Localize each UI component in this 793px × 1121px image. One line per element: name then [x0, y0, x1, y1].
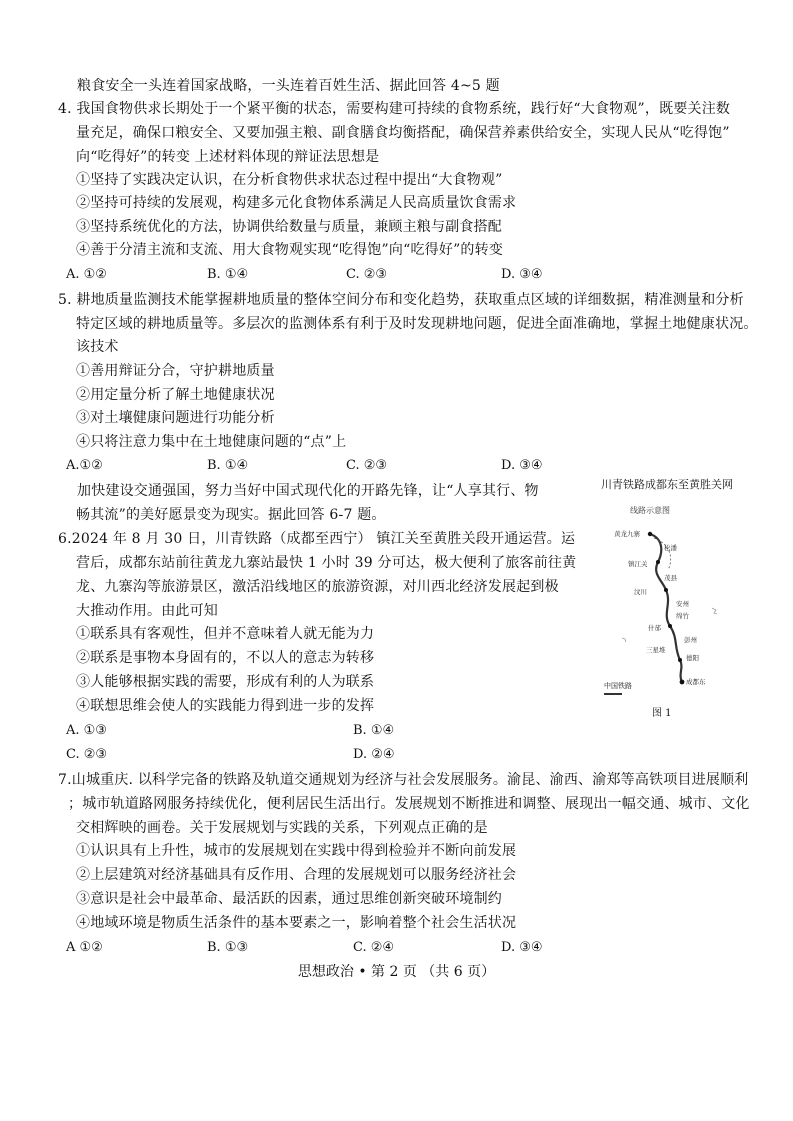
- q5-stem-line: 5. 耕地质量监测技术能掌握耕地质量的整体空间分布和变化趋势，获取重点区域的详细数据，精准测量和分析: [58, 292, 744, 308]
- intro-q6-7: 畅其流”的美好愿景变为现实。据此回答 6-7 题。: [76, 507, 386, 523]
- legend-swatch: [604, 693, 622, 695]
- q6-stem-line: 6.2024 年 8 月 30 日，川青铁路（成都至西宁） 镇江关至黄胜关段开通运营。运: [58, 531, 576, 547]
- station-dot: [678, 658, 682, 662]
- q7-option-a[interactable]: A ①②: [66, 940, 103, 955]
- q5-option-d[interactable]: D. ③④: [501, 458, 543, 473]
- q4-option-b[interactable]: B. ①④: [207, 267, 249, 282]
- q5-item: ③对土壤健康问题进行功能分析: [76, 410, 275, 426]
- q5-item: ④只将注意力集中在土地健康问题的“点”上: [76, 434, 347, 450]
- station-label: 彭州: [684, 636, 697, 644]
- q5-stem-line: 特定区域的耕地质量等。多层次的监测体系有利于及时发现耕地问题，促进全面准确地，掌握土地健康状况。: [76, 316, 758, 332]
- station-label: 黄龙九寨: [614, 530, 640, 538]
- map-subtitle: 线路示意图: [630, 506, 670, 515]
- q5-option-a[interactable]: A.①②: [66, 458, 103, 473]
- q7-option-c[interactable]: C. ②④: [353, 940, 395, 955]
- station-label: 汶川: [634, 588, 647, 596]
- figure-label: 图 1: [652, 708, 672, 719]
- map-title: 川青铁路成都东至黄胜关网: [601, 478, 733, 491]
- q4-stem-line: 向“吃得好”的转变 上述材料体现的辩证法思想是: [76, 149, 380, 165]
- q6-item: ②联系是事物本身固有的，不以人的意志为转移: [76, 650, 375, 666]
- q7-item: ①认识具有上升性，城市的发展规划在实践中得到检验并不断向前发展: [76, 843, 517, 859]
- q4-item: ④善于分清主流和支流、用大食物观实现“吃得饱”向“吃得好”的转变: [76, 242, 504, 258]
- station-dot: [656, 560, 660, 564]
- q4-item: ①坚持了实践决定认识，在分析食物供求状态过程中提出“大食物观”: [76, 172, 503, 188]
- station-label: 三星堆: [646, 646, 666, 654]
- station-label: 成都东: [686, 678, 706, 686]
- map-speckle: [712, 608, 717, 614]
- q7-stem-line: ；城市轨道路网服务持续优化，便利居民生活出行。发展规划不断推进和调整、展现出一幅交通、城市、文化: [68, 796, 750, 812]
- q7-option-b[interactable]: B. ①③: [207, 940, 249, 955]
- q6-item: ③人能够根据实践的需要，形成有利的人为联系: [76, 674, 375, 690]
- q5-item: ①善用辩证分合，守护耕地质量: [76, 363, 275, 379]
- q4-option-d[interactable]: D. ③④: [501, 267, 543, 282]
- q6-stem-line: 大推动作用。由此可知: [76, 603, 218, 619]
- map-speckle: [622, 638, 626, 642]
- q7-item: ②上层建筑对经济基础具有反作用、合理的发展规划可以服务经济社会: [76, 867, 517, 883]
- station-dot: [648, 532, 652, 536]
- station-label: 什邡: [648, 624, 661, 632]
- q6-option-d[interactable]: D. ②④: [353, 747, 395, 762]
- q4-option-a[interactable]: A. ①②: [66, 267, 107, 282]
- q6-option-c[interactable]: C. ②③: [66, 747, 108, 762]
- railway-line: [650, 534, 682, 682]
- station-label: 茂县: [664, 574, 677, 582]
- station-dot: [680, 680, 685, 685]
- q7-stem-line: 7.山城重庆. 以科学完备的铁路及轨道交通规划为经济与社会发展服务。渝昆、渝西、渝郑等高铁项目进展顺利: [58, 772, 749, 788]
- q6-stem-line: 龙、九寨沟等旅游景区，激活沿线地区的旅游资源，对川西北经济发展起到极: [76, 579, 559, 595]
- station-label: 松潘: [664, 544, 677, 552]
- q6-option-a[interactable]: A. ①③: [66, 723, 107, 738]
- station-dot: [668, 624, 672, 628]
- station-label: 绵竹: [676, 612, 689, 620]
- intro-q6-7: 加快建设交通强国，努力当好中国式现代化的开路先锋，让“人享其行、物: [77, 483, 539, 499]
- station-label: 安州: [676, 600, 689, 608]
- railway-map-figure: [592, 478, 742, 726]
- q4-option-c[interactable]: C. ②③: [346, 267, 388, 282]
- q5-option-b[interactable]: B. ①④: [207, 458, 249, 473]
- q4-item: ③坚持系统优化的方法，协调供给数量与质量，兼顾主粮与副食搭配: [76, 219, 502, 235]
- q4-stem-line: 量充足，确保口粮安全、又要加强主粮、副食膳食均衡搭配，确保营养素供给安全，实现人民从“吃得饱”: [76, 125, 730, 141]
- q7-item: ④地域环境是物质生活条件的基本要素之一，影响着整个社会生活状况: [76, 915, 517, 931]
- q4-stem-line: 4. 我国食物供求长期处于一个紧平衡的状态，需要构建可持续的食物系统，践行好“大食物观”，既要关注数: [58, 101, 731, 117]
- station-dot: [664, 588, 668, 592]
- q5-item: ②用定量分析了解土地健康状况: [76, 387, 275, 403]
- q6-item: ①联系具有客观性，但并不意味着人就无能为力: [76, 626, 375, 642]
- q4-item: ②坚持可持续的发展观，构建多元化食物体系满足人民高质量饮食需求: [76, 195, 517, 211]
- station-label: 镇江关: [628, 560, 648, 568]
- q5-option-c[interactable]: C. ②③: [346, 458, 388, 473]
- page-footer: 思想政治 • 第 2 页 （共 6 页）: [297, 964, 496, 980]
- q6-item: ④联想思维会使人的实践能力得到进一步的发挥: [76, 698, 375, 714]
- q6-option-b[interactable]: B. ①④: [353, 723, 395, 738]
- map-legend: 中国铁路: [604, 682, 632, 690]
- station-label: 德阳: [686, 654, 699, 662]
- q7-stem-line: 交相辉映的画卷。关于发展规划与实践的关系，下列观点正确的是: [76, 820, 488, 836]
- q7-item: ③意识是社会中最革命、最活跃的因素，通过思维创新突破环境制约: [76, 891, 502, 907]
- q7-option-d[interactable]: D. ③④: [501, 940, 543, 955]
- intro-q4-5: 粮食安全一头连着国家战略，一头连着百姓生活、据此回答 4~5 题: [77, 78, 500, 94]
- q6-stem-line: 营后，成都东站前往黄龙九寨站最快 1 小时 39 分可达，极大便利了旅客前往黄: [76, 555, 577, 571]
- q5-stem-line: 该技术: [76, 339, 119, 355]
